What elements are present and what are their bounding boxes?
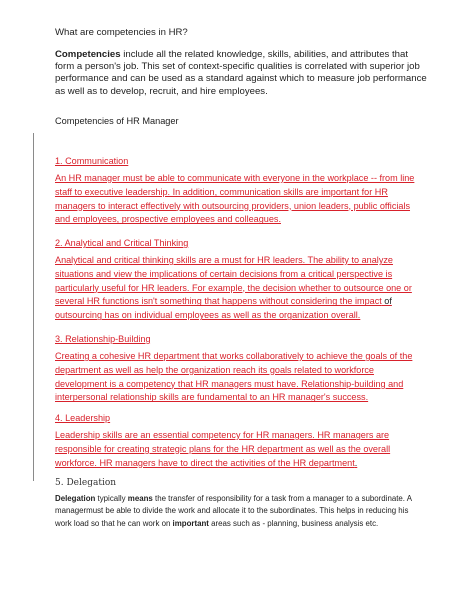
analytical-body-part-b: of xyxy=(381,296,392,307)
analytical-body-part-a: Analytical and critical thinking skills are a must for HR leaders. The ability to analyze situations and view the implications of certain decisions from a critical perspective is particularly useful for HR leaders. For example, the decision whether to outsource one or several HR functions isn't something that happens without considering the impact xyxy=(55,255,412,307)
section-heading-analytical: 2. Analytical and Critical Thinking xyxy=(55,238,189,248)
question-title: What are competencies in HR? xyxy=(55,27,188,38)
delegation-text-3: areas such as - planning, business analysis etc. xyxy=(208,518,379,528)
delegation-text-2: the transfer of responsibility for a task from a manager to a subordinate. A managermust be able to divide the work and allocate it to the subordinates. This helps in reducing his work load so that he can work on xyxy=(55,494,412,528)
delegation-important: important xyxy=(172,518,209,528)
intro-paragraph xyxy=(55,49,427,98)
section-body-analytical xyxy=(55,254,427,323)
section-heading-relationship: 3. Relationship-Building xyxy=(55,334,151,344)
revision-margin-bar xyxy=(33,133,34,481)
delegation-paragraph xyxy=(55,493,427,530)
section-body-relationship: Creating a cohesive HR department that works collaboratively to achieve the goals of the department as well as help the organization reach its goals related to workforce development is a competency that HR managers must have. Relationship-building and interpersonal relationship skills are fundamental to an HR manager's success. xyxy=(55,351,413,403)
section-body-communication: An HR manager must be able to communicate with everyone in the workplace -- from line staff to executive leadership. In addition, communication skills are important for HR managers to interact effectively with outsourcing providers, union leaders, public officials and employees, prospective employees and colleagues. xyxy=(55,173,415,225)
delegation-text-1: typically xyxy=(95,494,128,503)
section-body-leadership xyxy=(55,429,427,470)
delegation-means: means xyxy=(127,494,153,503)
intro-text: include all the related knowledge, skills, abilities, and attributes that form a person's job. This set of context-specific qualities is correlated with superior job performance and can be used as a standard against which to measure job performance as well as to develop, recruit, and hire employees. xyxy=(55,49,427,97)
intro-term: Competencies xyxy=(55,49,121,60)
delegation-term: Delegation xyxy=(55,494,96,503)
delegation-heading: 5. Delegation xyxy=(55,478,117,488)
section-heading-leadership: 4. Leadership xyxy=(55,413,111,423)
leadership-body-tail: . xyxy=(354,457,358,468)
competencies-subheading: Competencies of HR Manager xyxy=(55,116,179,126)
analytical-body-part-c: outsourcing has on individual employees as well as the organization overall. xyxy=(55,310,361,321)
leadership-body: Leadership skills are an essential competency for HR managers. HR managers are responsible for creating strategic plans for the HR department as well as the overall workforce. HR managers have to direct the activities of the HR department xyxy=(55,430,391,468)
section-heading-communication: 1. Communication xyxy=(55,156,129,166)
